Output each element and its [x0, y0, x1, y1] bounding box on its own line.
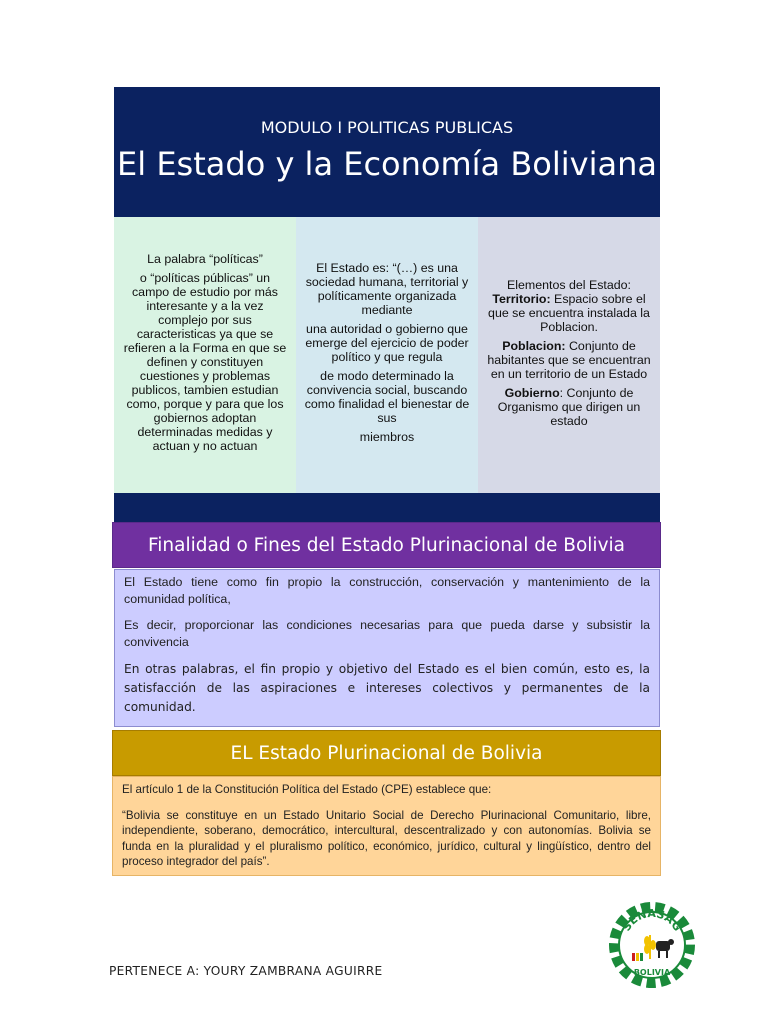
column-politicas-heading: La palabra “políticas”: [147, 252, 263, 266]
divider-strip: [114, 493, 660, 522]
logo-top-text: SENASAG: [619, 906, 685, 934]
poblacion-text: Conjunto de habitantes que se encuentran en un territorio de un Estado: [487, 338, 651, 381]
gobierno-label: Gobierno: [504, 385, 560, 400]
header-banner: [114, 87, 660, 217]
column-estado-p4: miembros: [359, 430, 415, 444]
gobierno-item: [486, 386, 652, 428]
column-estado-p1: El Estado es: “(…) es una sociedad humana, territorial y políticamente organizada mediante: [305, 261, 469, 317]
estado-p1: El artículo 1 de la Constitución Política del Estado (CPE) establece que:: [122, 783, 492, 796]
finalidad-p2: Es decir, proporcionar las condiciones necesarias para que pueda darse y subsistir la convivencia: [124, 618, 650, 649]
column-estado: [296, 217, 478, 493]
column-elementos-intro: Elementos del Estado: Territorio: Espacio sobre el que se encuentra instalada la Poblacion.: [488, 277, 650, 334]
column-estado-p3: de modo determinado la convivencia social, buscando como finalidad el bienestar de sus: [304, 369, 470, 425]
finalidad-p1: El Estado tiene como fin propio la construcción, conservación y mantenimiento de la comunidad política,: [124, 575, 650, 606]
intro-columns: [114, 217, 660, 493]
page-title: El Estado y la Economía Boliviana: [117, 145, 657, 183]
senasag-logo: [596, 899, 708, 991]
column-politicas-text: o “políticas públicas” un campo de estudio por más interesante y a la vez complejo por sus caracteristicas ya que se refieren a la Forma en que se definen y constituyen cuestiones y problemas publicos, tambien estudian como, porque y para que los gobiernos adoptan determinadas medidas y actuan y no actuan: [123, 271, 287, 453]
column-estado-p2: una autoridad o gobierno que emerge del ejercicio de poder político y que regula: [305, 322, 469, 364]
owner-footer: PERTENECE A: YOURY ZAMBRANA AGUIRRE: [109, 964, 383, 978]
territorio-text: Espacio sobre el que se encuentra instalada la Poblacion.: [488, 291, 650, 334]
poblacion-item: [486, 339, 652, 381]
estado-box: [112, 776, 661, 876]
logo-bottom-text: BOLIVIA: [633, 968, 671, 977]
column-politicas: [114, 217, 296, 493]
gobierno-text: : Conjunto de Organismo que dirigen un estado: [497, 385, 641, 428]
estado-p2: “Bolivia se constituye en un Estado Unitario Social de Derecho Plurinacional Comunitario, libre, independiente, soberano, democrático, intercultural, descentralizado y con autonomías. Bolivia se funda en la pluralidad y el pluralismo político, económico, jurídico, cultural y lingüístico, dentro del proceso integrador del país”.: [122, 808, 651, 868]
finalidad-box: [114, 569, 660, 727]
territorio-label: Territorio:: [492, 291, 551, 306]
finalidad-heading: Finalidad o Fines del Estado Plurinacional de Bolivia: [112, 522, 661, 568]
estado-heading: EL Estado Plurinacional de Bolivia: [112, 730, 661, 776]
module-title: MODULO I POLITICAS PUBLICAS: [260, 118, 514, 137]
column-elementos: [478, 217, 660, 493]
poblacion-label: Poblacion:: [502, 338, 566, 353]
finalidad-p3: En otras palabras, el fin propio y objetivo del Estado es el bien común, esto es, la satisfacción de las aspiraciones e intereses colectivos y permanentes de la comunidad.: [124, 662, 650, 714]
flag-icon: [632, 953, 643, 961]
